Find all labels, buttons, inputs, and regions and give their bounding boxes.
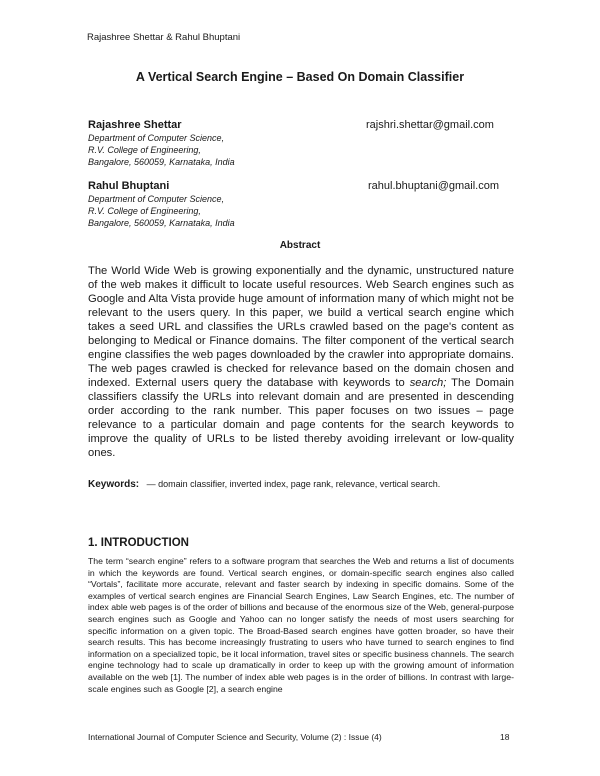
author-email[interactable]: rahul.bhuptani@gmail.com (368, 180, 500, 192)
keywords-label: Keywords: (88, 479, 140, 490)
affiliation-line: Department of Computer Science, (88, 194, 225, 204)
affiliation-line: Bangalore, 560059, Karnataka, India (88, 218, 235, 228)
abstract-heading: Abstract (279, 240, 321, 251)
keywords-text: — domain classifier, inverted index, page rank, relevance, vertical search. (146, 479, 441, 489)
affiliation-line: Department of Computer Science, (88, 133, 225, 143)
author-affiliation (88, 132, 235, 168)
footer-journal: International Journal of Computer Science and Security, Volume (2) : Issue (4) (88, 732, 382, 742)
abstract-text: The World Wide Web is growing exponentially and the dynamic, unstructured nature of the web makes it difficult to locate useful resources. Web Search engines such as Google and Alta Vista provide huge amount of information many of which might not be relevant to the users query. In this paper, we build a vertical search engine which takes a seed URL and classifies the URLs crawled based on the page's content as belonging to Medical or Finance domains. The filter component of the vertical search engine classifies the web pages downloaded by the crawler into appropriate domains. The web pages crawled is checked for relevance based on the domain chosen and indexed. External users query the database with keywords to (88, 265, 514, 389)
author-email[interactable]: rajshri.shettar@gmail.com (366, 119, 494, 131)
keywords (88, 479, 440, 490)
affiliation-line: R.V. College of Engineering, (88, 206, 201, 216)
abstract-text-italic: search; (409, 377, 447, 389)
author-name: Rahul Bhuptani (88, 180, 170, 192)
affiliation-line: R.V. College of Engineering, (88, 145, 201, 155)
abstract-text: The Domain classifiers classify the URLs into relevant domain and are presented in descending order according to the rank number. This paper focuses on two issues – page relevance to a particular domain and page contents for the search keywords to improve the quality of URLs to be listed thereby avoiding irrelevant or low-quality ones. (88, 377, 515, 459)
section-body: The term “search engine” refers to a software program that searches the Web and returns a list of documents in which the keywords are found. Vertical search engines, or domain-specific search engines also called “Vortals”, facilitate more accurate, relevant and faster search by indexing in specific domains. Some of the examples of vertical search engines are Financial Search Engines, Law Search Engines, etc. The number of index able web pages is of the order of billions and because of the enormous size of the Web, general-purpose search engines such as Google and Yahoo can no longer satisfy the needs of most users searching for specific information on a given topic. The Broad-Based search engines have gotten broader, so have their search results. This has become increasingly frustrating to users who have turned to search engines to find information on a specialized topic, be it local information, travel sites or specific business channels. The search engine technology had to scale up dramatically in order to keep up with the growing amount of information available on the web [1]. The number of index able web pages is in the order of billions. In contrast with large-scale engines such as Google [2], a search engine (88, 556, 514, 694)
page-number: 18 (500, 732, 510, 742)
author-affiliation (88, 193, 235, 229)
abstract-body (88, 264, 514, 460)
running-head: Rajashree Shettar & Rahul Bhuptani (87, 32, 241, 43)
paper-title: A Vertical Search Engine – Based On Domain Classifier (135, 70, 465, 84)
section-heading: 1. INTRODUCTION (88, 537, 189, 549)
affiliation-line: Bangalore, 560059, Karnataka, India (88, 157, 235, 167)
author-name: Rajashree Shettar (88, 119, 182, 131)
